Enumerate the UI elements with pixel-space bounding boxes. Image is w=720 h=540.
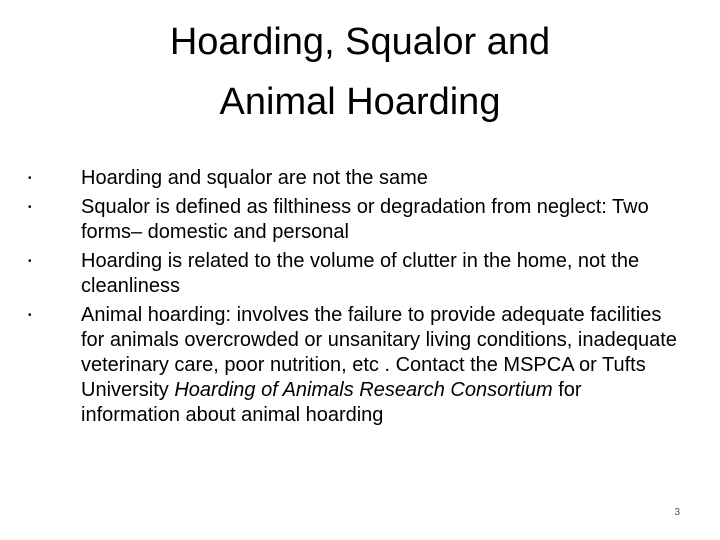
bullet-text: Hoarding is related to the volume of clutter in the home, not the cleanliness: [81, 250, 640, 297]
page-number: 3: [674, 507, 680, 518]
bullet-text: Hoarding and squalor are not the same: [81, 167, 428, 189]
bullet-dot-icon: •: [28, 202, 32, 213]
bullet-dot-icon: •: [28, 310, 32, 321]
title-line-2: Animal Hoarding: [219, 81, 501, 123]
bullet-text-italic: Hoarding of Animals Research Consortium: [174, 379, 553, 401]
bullet-item: [0, 303, 681, 428]
bullet-dot-icon: •: [28, 173, 32, 184]
bullet-item: [0, 166, 681, 191]
bullet-text: Animal hoarding: involves the failure to provide adequate facilities for animals overcrowded or unsanitary living conditions, inadequate veterinary care, poor nutrition, etc . Contact the MSPCA or Tufts University: [81, 304, 677, 401]
bullet-list: [0, 166, 720, 432]
bullet-text: Squalor is defined as filthiness or degradation from neglect: Two forms– domestic and personal: [81, 196, 649, 243]
bullet-text: for information about animal hoarding: [81, 379, 582, 426]
bullet-item: [0, 249, 681, 299]
bullet-dot-icon: •: [28, 256, 32, 267]
title-line-1: Hoarding, Squalor and: [169, 21, 551, 63]
bullet-item: [0, 195, 681, 245]
slide-title: [0, 12, 720, 132]
